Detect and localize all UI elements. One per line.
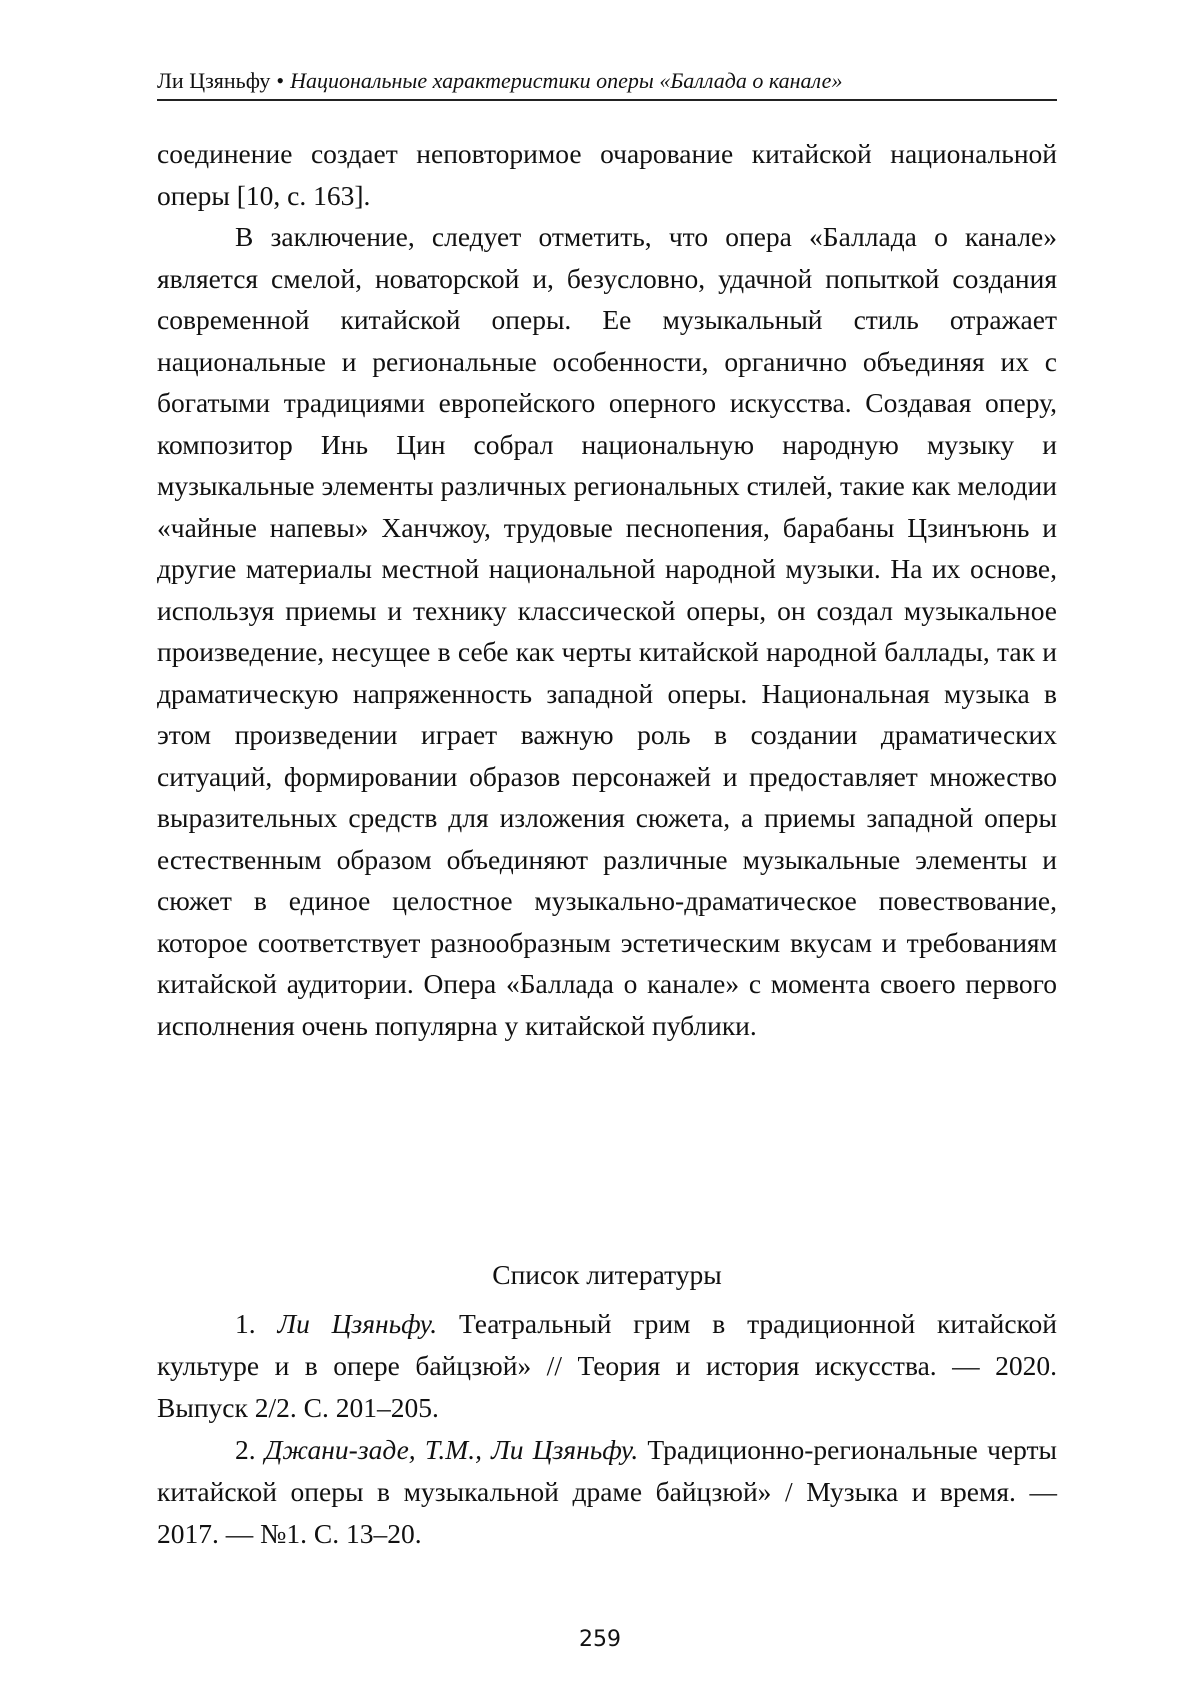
reference-number: 1. bbox=[235, 1308, 256, 1339]
body-paragraph-continued: соединение создает неповторимое очарование китайской национальной оперы [10, с. 163]. bbox=[157, 138, 1057, 211]
page-number: 259 bbox=[579, 1627, 621, 1652]
header-article-title: Национальные характеристики оперы «Баллада о канале» bbox=[290, 68, 843, 93]
reference-text: Традиционно-региональные черты китайской оперы в музыкальной драме байцзюй» / Музыка и время. — 2017. — №1. С. 13–20. bbox=[157, 1434, 1058, 1549]
body-paragraph-conclusion: В заключение, следует отметить, что опера «Баллада о канале» является смелой, новаторской и, безусловно, удачной попыткой создания современной китайской оперы. Ее музыкальный стиль отражает национальные и региональные особенности, органично объединяя их с богатыми традициями европейского оперного искусства. Создавая оперу, композитор Инь Цин собрал национальную народную музыку и музыкальные элементы различных региональных стилей, такие как мелодии «чайные напевы» Ханчжоу, трудовые песнопения, барабаны Цзинъюнь и другие материалы местной национальной народной музыки. На их основе, используя приемы и технику классической оперы, он создал музыкальное произведение, несущее в себе как черты китайской народной баллады, так и драматическую напряженность западной оперы. Национальная музыка в этом произведении играет важную роль в создании драматических ситуаций, формировании образов персонажей и предоставляет множество выразительных средств для изложения сюжета, а приемы западной оперы естественным образом объединяют различные музыкальные элементы и сюжет в единое целостное музыкально-драматическое повествование, которое соответствует разнообразным эстетическим вкусам и требованиям китайской аудитории. Опера «Баллада о канале» с момента своего первого исполнения очень популярна у китайской публики. bbox=[157, 221, 1057, 1041]
reference-authors: Ли Цзяньфу. bbox=[277, 1308, 438, 1339]
reference-item bbox=[157, 1429, 1057, 1555]
reference-text: Театральный грим в традиционной китайской культуре и в опере байцзюй» // Теория и история искусства. — 2020. Выпуск 2/2. С. 201–205. bbox=[157, 1308, 1057, 1423]
reference-item bbox=[157, 1303, 1057, 1429]
article-body bbox=[157, 133, 1057, 1046]
references-heading: Список литературы bbox=[492, 1259, 722, 1290]
references-list bbox=[157, 1303, 1057, 1555]
reference-authors: Джани-заде, Т.М., Ли Цзяньфу. bbox=[264, 1434, 639, 1465]
running-header bbox=[157, 66, 1057, 101]
header-separator: • bbox=[276, 68, 285, 93]
reference-number: 2. bbox=[235, 1434, 256, 1465]
header-author: Ли Цзяньфу bbox=[157, 68, 271, 93]
